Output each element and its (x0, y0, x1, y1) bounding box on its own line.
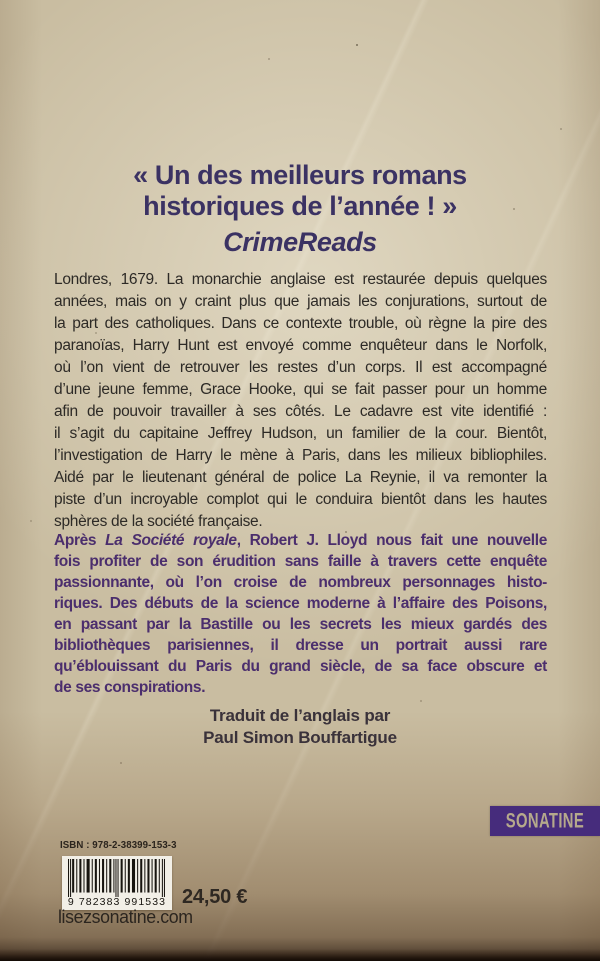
text-line: d’une jeune femme, Grace Hooke, qui se fait passer pour un homme (54, 381, 547, 398)
text-line: de ses conspirations. (54, 679, 206, 696)
translator-credit (0, 705, 600, 749)
barcode-digits: 9 782383 991533 (67, 896, 167, 908)
photo-bottom-edge (0, 949, 600, 961)
press-quote-line2: historiques de l’année ! » (143, 191, 457, 221)
review-line-1 (54, 530, 547, 551)
text-line: l’investigation de Harry le mène à Paris, dans les milieux bibliophiles. (54, 447, 547, 464)
press-quote (0, 160, 600, 258)
review-line1-after: , Robert J. Lloyd nous fait une nouvelle (236, 532, 547, 549)
text-line: bibliothèques parisiennes, il dresse un portrait aussi rare (54, 637, 547, 654)
isbn-label: ISBN : 978-2-38399-153-3 (60, 839, 177, 851)
text-line: sphères de la société française. (54, 513, 263, 530)
barcode (62, 856, 172, 910)
synopsis-paragraph (54, 269, 547, 533)
text-line: en passant par la Bastille ou les secrets les mieux gardés des (54, 616, 547, 633)
publisher-logo (490, 806, 600, 836)
text-line: passionnante, où l’on croise de nombreux personnages histo- (54, 574, 547, 591)
review-line1-before: Après (54, 532, 106, 549)
text-line: riques. Des débuts de la science moderne à l’affaire des Poisons, (54, 595, 547, 612)
text-line: fois profiter de son érudition sans faille à travers cette enquête (54, 553, 547, 570)
text-line: années, mais on y craint plus que jamais les conjurations, surtout de (54, 293, 547, 310)
paper-speckles (0, 0, 2, 2)
translator-credit-line1: Traduit de l’anglais par (209, 706, 391, 725)
text-line: paranoïas, Harry Hunt est envoyé comme enquêteur dans le Norfolk, (54, 337, 547, 354)
translator-credit-line2: Paul Simon Bouffartigue (203, 728, 397, 747)
review-lines (54, 551, 547, 698)
text-line: Aidé par le lieutenant général de police La Reynie, il va remonter la (54, 469, 547, 486)
text-line: Londres, 1679. La monarchie anglaise est restaurée depuis quelques (54, 271, 547, 288)
text-line: qu’éblouissant du Paris du grand siècle, de sa face obscure et (54, 658, 547, 675)
text-line: afin de pouvoir travailler à ses côtés. Le cadavre est vite identifié : (54, 403, 547, 420)
review-paragraph (54, 530, 547, 698)
press-quote-line1: « Un des meilleurs romans (133, 160, 467, 190)
text-line: il s’agit du capitaine Jeffrey Hudson, un familier de la cour. Bientôt, (54, 425, 547, 442)
publisher-website: lisezsonatine.com (58, 906, 193, 927)
publisher-logo-text: SONATINE (505, 809, 585, 833)
barcode-bars (68, 859, 166, 897)
price-label: 24,50 € (182, 886, 248, 908)
review-line1-title-italic: La Société royale (105, 532, 237, 549)
press-quote-source: CrimeReads (223, 227, 377, 257)
text-line: piste d’un incroyable complot qui le conduira bientôt dans les hautes (54, 491, 547, 508)
text-line: où l’on vient de retrouver les restes d’un corps. Il est accompagné (54, 359, 547, 376)
text-line: la part des catholiques. Dans ce contexte trouble, où règne la pire des (54, 315, 547, 332)
